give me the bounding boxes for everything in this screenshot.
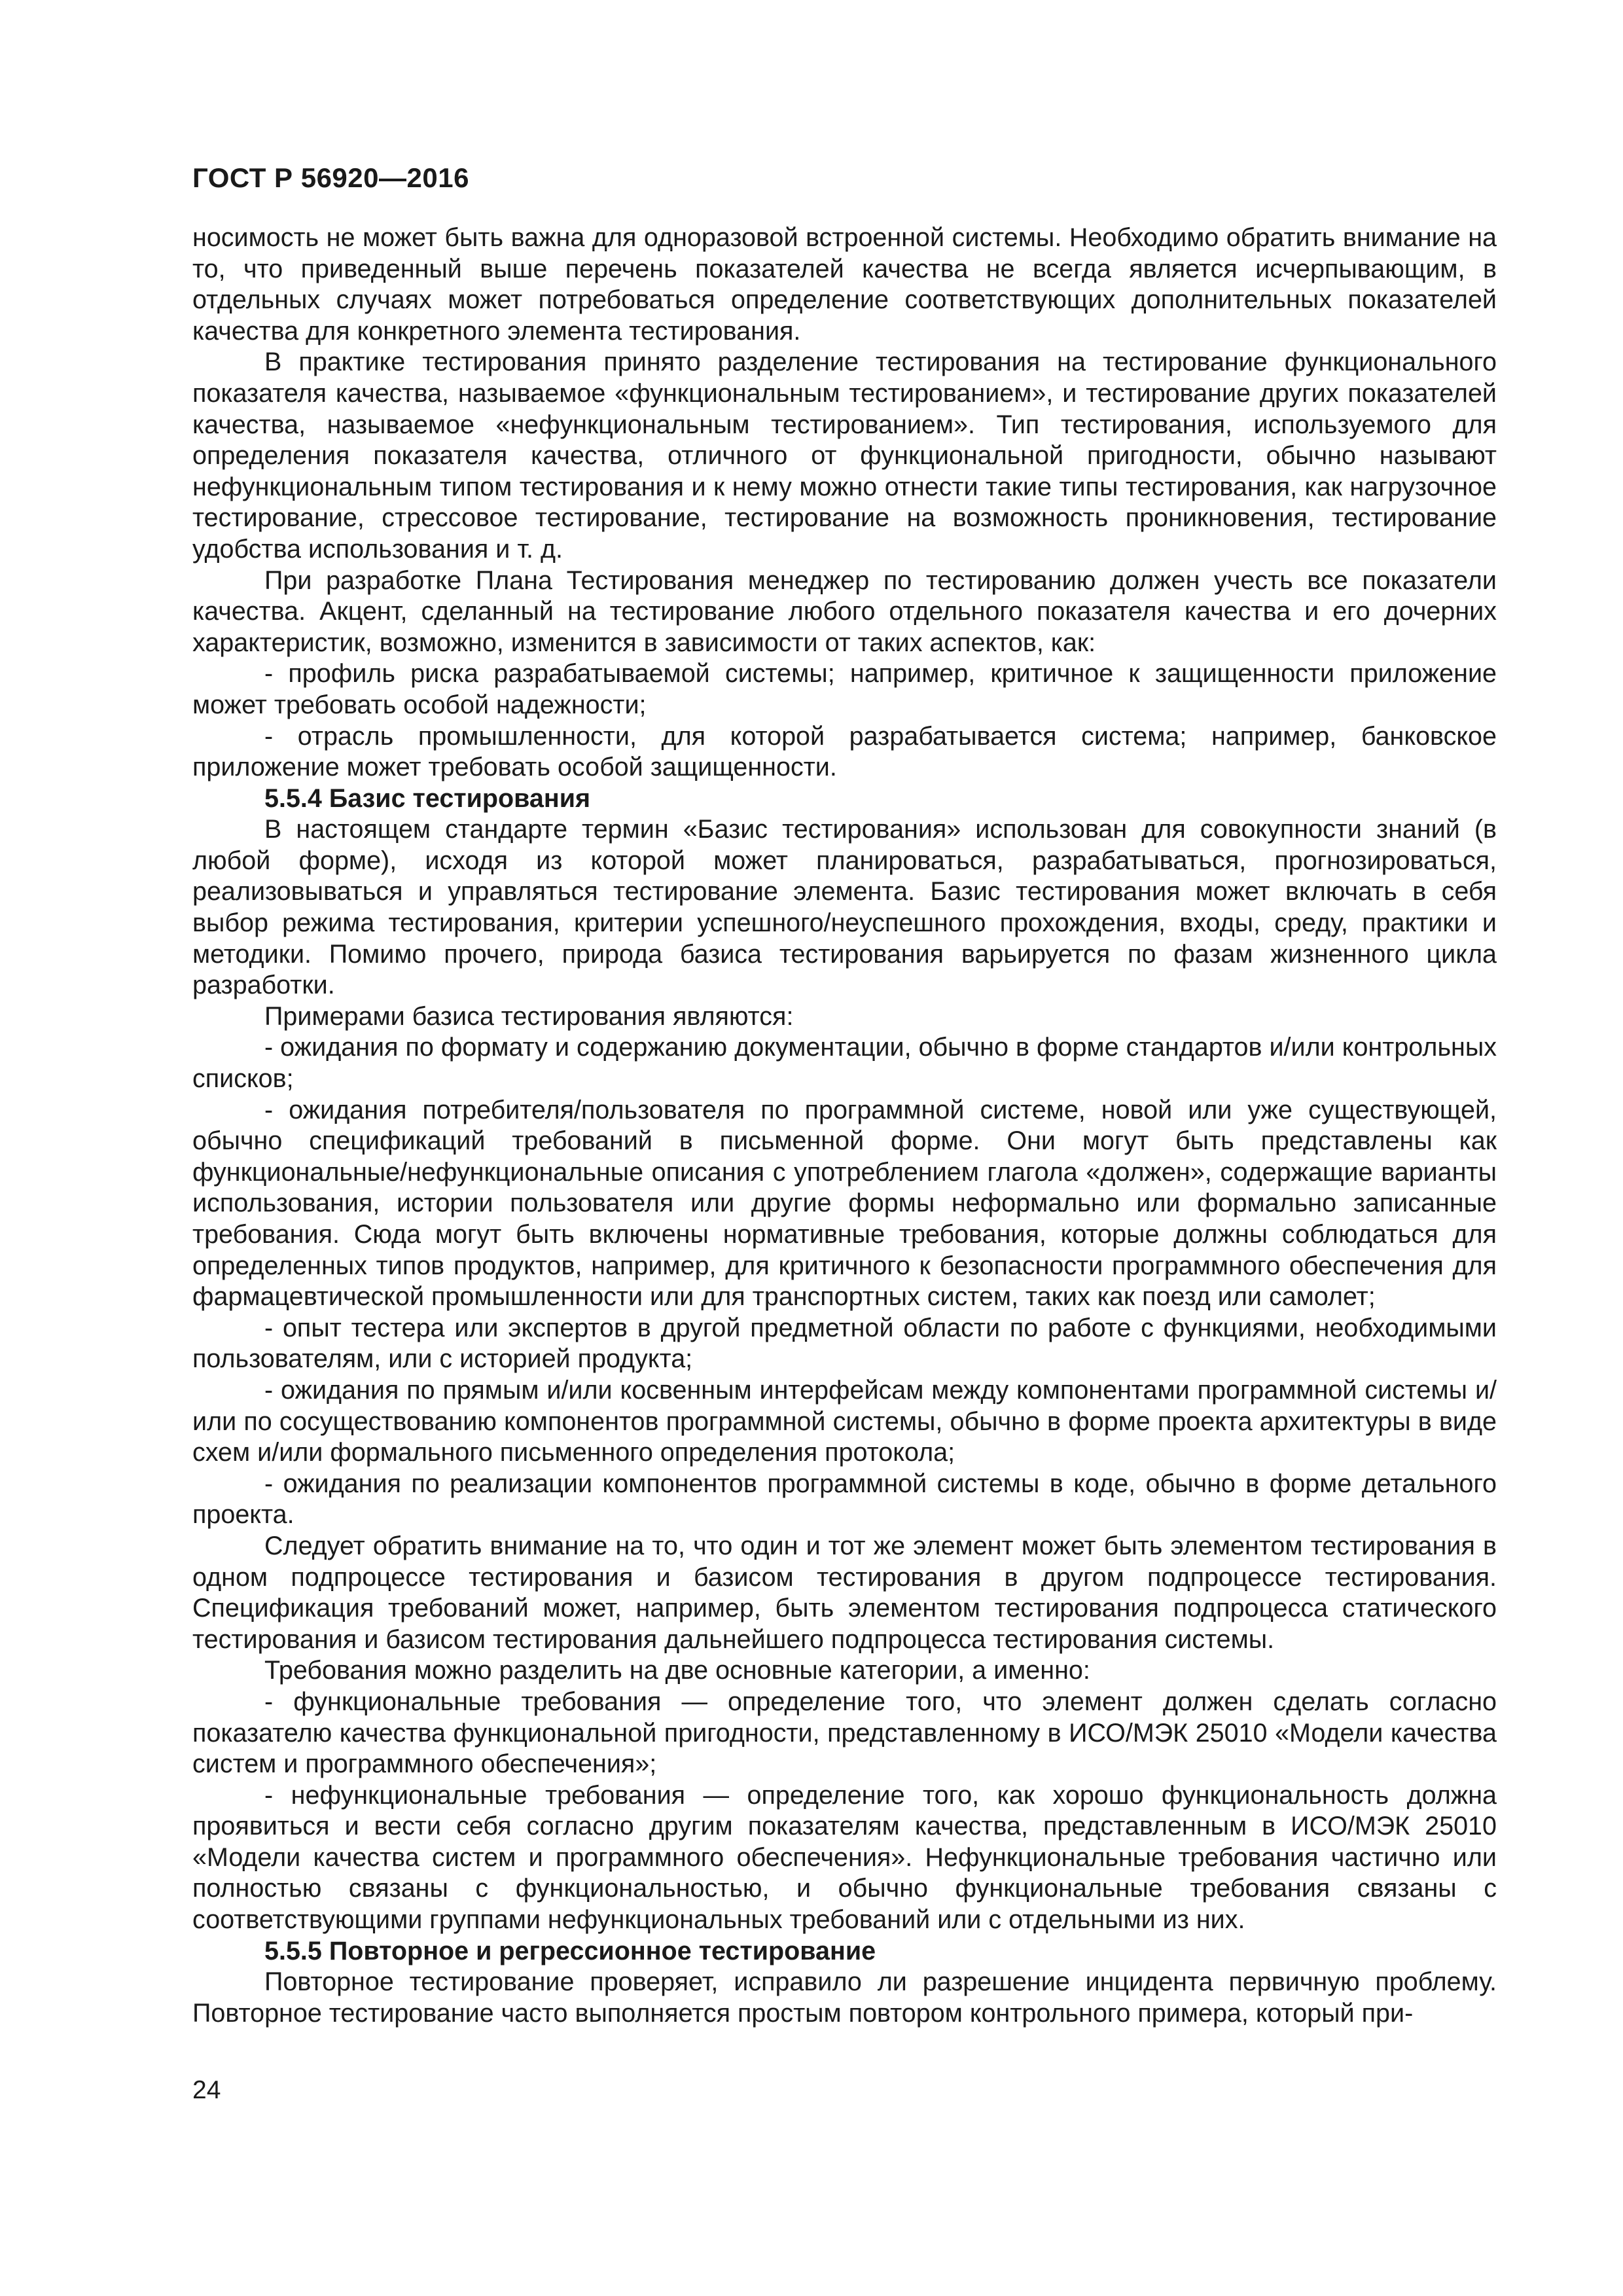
document-body <box>192 223 1497 2029</box>
list-item: - ожидания потребителя/пользователя по программной системе, новой или уже существующей, обычно спецификаций требований в письменной форме. Они могут быть представлены как функциональные/нефункциональные описания с употреблением глагола «должен», содержащие варианты использования, истории пользователя или другие формы неформально или формально записанные требования. Сюда могут быть включены нормативные требования, которые должны соблюдаться для определенных типов продуктов, например, для критичного к безопасности программного обеспечения для фармацевтической промышленности или для транспортных систем, таких как поезд или самолет; <box>192 1095 1497 1312</box>
paragraph: Повторное тестирование проверяет, исправило ли разрешение инцидента первичную проблему. Повторное тестирование часто выполняется простым повтором контрольного примера, который при- <box>192 1967 1497 2028</box>
list-item: - нефункциональные требования — определение того, как хорошо функциональность должна проявиться и вести себя согласно другим показателям качества, представленным в ИСО/МЭК 25010 «Модели качества систем и программного обеспечения». Нефункциональные требования частично или полностью связаны с функциональностью, и обычно функциональные требования связаны с соответствующими группами нефункциональных требований или с отдельными из них. <box>192 1780 1497 1935</box>
list-item: - ожидания по прямым и/или косвенным интерфейсам между компонентами программной системы и/или по сосуществованию компонентов программной системы, обычно в форме проекта архитектуры в виде схем и/или формального письменного определения протокола; <box>192 1375 1497 1467</box>
paragraph: носимость не может быть важна для одноразовой встроенной системы. Необходимо обратить внимание на то, что приведенный выше перечень показателей качества не всегда является исчерпывающим, в отдельных случаях может потребоваться определение соответствующих дополнительных показателей качества для конкретного элемента тестирования. <box>192 223 1497 346</box>
paragraph: В настоящем стандарте термин «Базис тестирования» использован для совокупности знаний (в любой форме), исходя из которой может планироваться, разрабатываться, прогнозироваться, реализовываться и управляться тестирование элемента. Базис тестирования может включать в себя выбор режима тестирования, критерии успешного/неуспешного прохождения, входы, среду, практики и методики. Помимо прочего, природа базиса тестирования варьируется по фазам жизненного цикла разработки. <box>192 815 1497 1000</box>
paragraph: При разработке Плана Тестирования менеджер по тестированию должен учесть все показатели качества. Акцент, сделанный на тестирование любого отдельного показателя качества и его дочерних характеристик, возможно, изменится в зависимости от таких аспектов, как: <box>192 565 1497 657</box>
list-item: - отрасль промышленности, для которой разрабатывается система; например, банковское приложение может требовать особой защищенности. <box>192 721 1497 782</box>
section-heading-5-5-4: 5.5.4 Базис тестирования <box>264 783 591 813</box>
document-header: ГОСТ Р 56920—2016 <box>192 162 469 193</box>
list-item: - ожидания по формату и содержанию документации, обычно в форме стандартов и/или контрольных списков; <box>192 1033 1497 1094</box>
list-item: - ожидания по реализации компонентов программной системы в коде, обычно в форме детального проекта. <box>192 1469 1497 1530</box>
list-item: - профиль риска разрабатываемой системы; например, критичное к защищенности приложение может требовать особой надежности; <box>192 659 1497 719</box>
page-number: 24 <box>192 2076 221 2104</box>
section-heading-5-5-5: 5.5.5 Повторное и регрессионное тестирование <box>264 1936 876 1965</box>
paragraph: В практике тестирования принято разделение тестирования на тестирование функционального показателя качества, называемое «функциональным тестированием», и тестирование других показателей качества, называемое «нефункциональным тестированием». Тип тестирования, используемого для определения показателя качества, отличного от функциональной пригодности, обычно называют нефункциональным типом тестирования и к нему можно отнести такие типы тестирования, как нагрузочное тестирование, стрессовое тестирование, тестирование на возможность проникновения, тестирование удобства использования и т. д. <box>192 348 1497 564</box>
paragraph: Следует обратить внимание на то, что один и тот же элемент может быть элементом тестирования в одном подпроцессе тестирования и базисом тестирования в другом подпроцессе тестирования. Спецификация требований может, например, быть элементом тестирования подпроцесса статического тестирования и базисом тестирования дальнейшего подпроцесса тестирования системы. <box>192 1531 1497 1654</box>
list-item: - опыт тестера или экспертов в другой предметной области по работе с функциями, необходимыми пользователям, или с историей продукта; <box>192 1313 1497 1374</box>
list-item: - функциональные требования — определение того, что элемент должен сделать согласно показателю качества функциональной пригодности, представленному в ИСО/МЭК 25010 «Модели качества систем и программного обеспечения»; <box>192 1687 1497 1779</box>
paragraph: Примерами базиса тестирования являются: <box>264 1001 794 1031</box>
paragraph: Требования можно разделить на две основные категории, а именно: <box>264 1656 1090 1685</box>
